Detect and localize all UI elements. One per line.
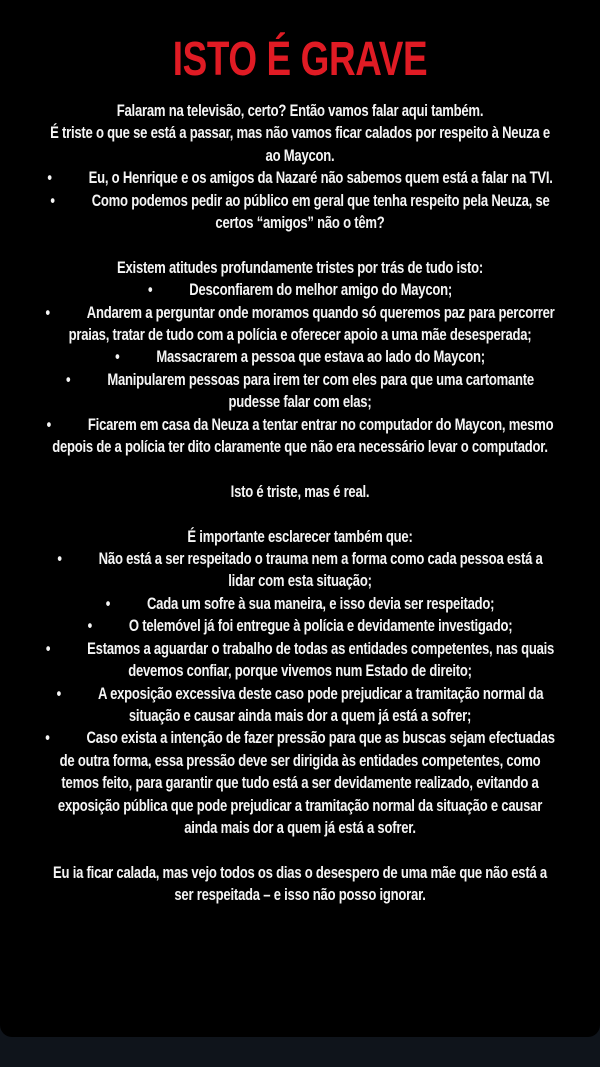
bullet-item [45,638,556,683]
paragraph-text: Falaram na televisão, certo? Então vamos falar aqui também. [116,101,484,120]
paragraph [45,862,556,907]
bullet-text: Cada um sofre à sua maneira, e isso devia ser respeitado; [146,593,495,613]
bullet-text: Massacrarem a pessoa que estava ao lado do Maycon; [156,347,485,367]
bullet-text: Manipularem pessoas para irem ter com eles para que uma cartomante pudesse falar com elas; [107,369,534,412]
bullet-icon: • [57,549,62,569]
bullet-item [45,548,556,593]
bullet-icon: • [45,638,51,658]
bullet-item [45,593,556,615]
bullet-icon: • [66,369,71,389]
bullet-text: Não está a ser respeitado o trauma nem a forma como cada pessoa está a lidar com esta situação; [98,549,543,591]
bullet-icon: • [147,280,153,300]
bullet-text: Desconfiarem do melhor amigo do Maycon; [189,280,453,300]
bullet-item [45,346,556,368]
bullet-item [45,302,556,347]
paragraph [45,257,556,279]
bullet-icon: • [45,728,50,748]
paragraph [45,100,556,122]
bullet-text: O telemóvel já foi entregue à polícia e devidamente investigado; [128,616,513,636]
bullet-text: A exposição excessiva deste caso pode prejudicar a tramitação normal da situação e causar ainda mais dor a quem já está a sofrer; [97,683,544,725]
paragraph [45,526,556,548]
paragraph-text: Eu ia ficar calada, mas vejo todos os dias o desespero de uma mãe que não está a ser respeitada – e isso não posso ignorar. [53,862,547,905]
paragraph-text: Existem atitudes profundamente tristes por trás de tudo isto: [117,257,483,277]
bullet-icon: • [46,414,52,434]
bullet-text: Eu, o Henrique e os amigos da Nazaré não sabemos quem está a falar na TVI. [88,168,553,188]
bullet-icon: • [87,616,92,636]
bullet-text: Como podemos pedir ao público em geral que tenha respeito pela Neuza, se certos “amigos” não o têm? [91,190,550,233]
bullet-item [45,167,556,189]
bullet-item [45,615,556,637]
paragraph-text: Isto é triste, mas é real. [230,481,370,501]
bullet-text: Andarem a perguntar onde moramos quando só queremos paz para percorrer praias, tratar de tudo com a polícia e oferecer apoio a uma mãe desesperada; [68,302,555,345]
bullet-icon: • [45,302,50,322]
bullet-text: Caso exista a intenção de fazer pressão para que as buscas sejam efectuadas de outra forma, essa pressão deve ser dirigida às entidades competentes, como temos feito, para garantir que tudo está a ser devidamente realizado, evitando a exposição pública que pode prejudicar a tramitação normal da situação e causar ainda mais dor a quem já está a sofrer. [57,728,555,837]
bullet-icon: • [56,683,62,703]
bullet-icon: • [105,593,111,613]
bullet-icon: • [47,168,52,188]
bullet-item [45,279,556,301]
paragraph [45,481,556,503]
page-title: ISTO É GRAVE [172,33,428,86]
paragraph-text: É importante esclarecer também que: [187,526,413,546]
bullet-item [45,683,556,728]
bullet-item [45,414,556,459]
bullet-icon: • [115,347,120,367]
bullet-item [45,190,556,235]
paragraph [45,122,556,167]
bullet-item [45,369,556,414]
bullet-icon: • [50,190,55,210]
bullet-text: Estamos a aguardar o trabalho de todas as entidades competentes, nas quais devemos confiar, porque vivemos num Estado de direito; [87,638,555,681]
bullet-text: Ficarem em casa da Neuza a tentar entrar no computador do Maycon, mesmo depois de a polícia ter dito claramente que não era necessário levar o computador. [52,414,554,457]
paragraph-text: É triste o que se está a passar, mas não vamos ficar calados por respeito à Neuza e ao Maycon. [50,123,550,165]
bullet-item [45,727,556,839]
phone-background-strip [0,1037,600,1067]
